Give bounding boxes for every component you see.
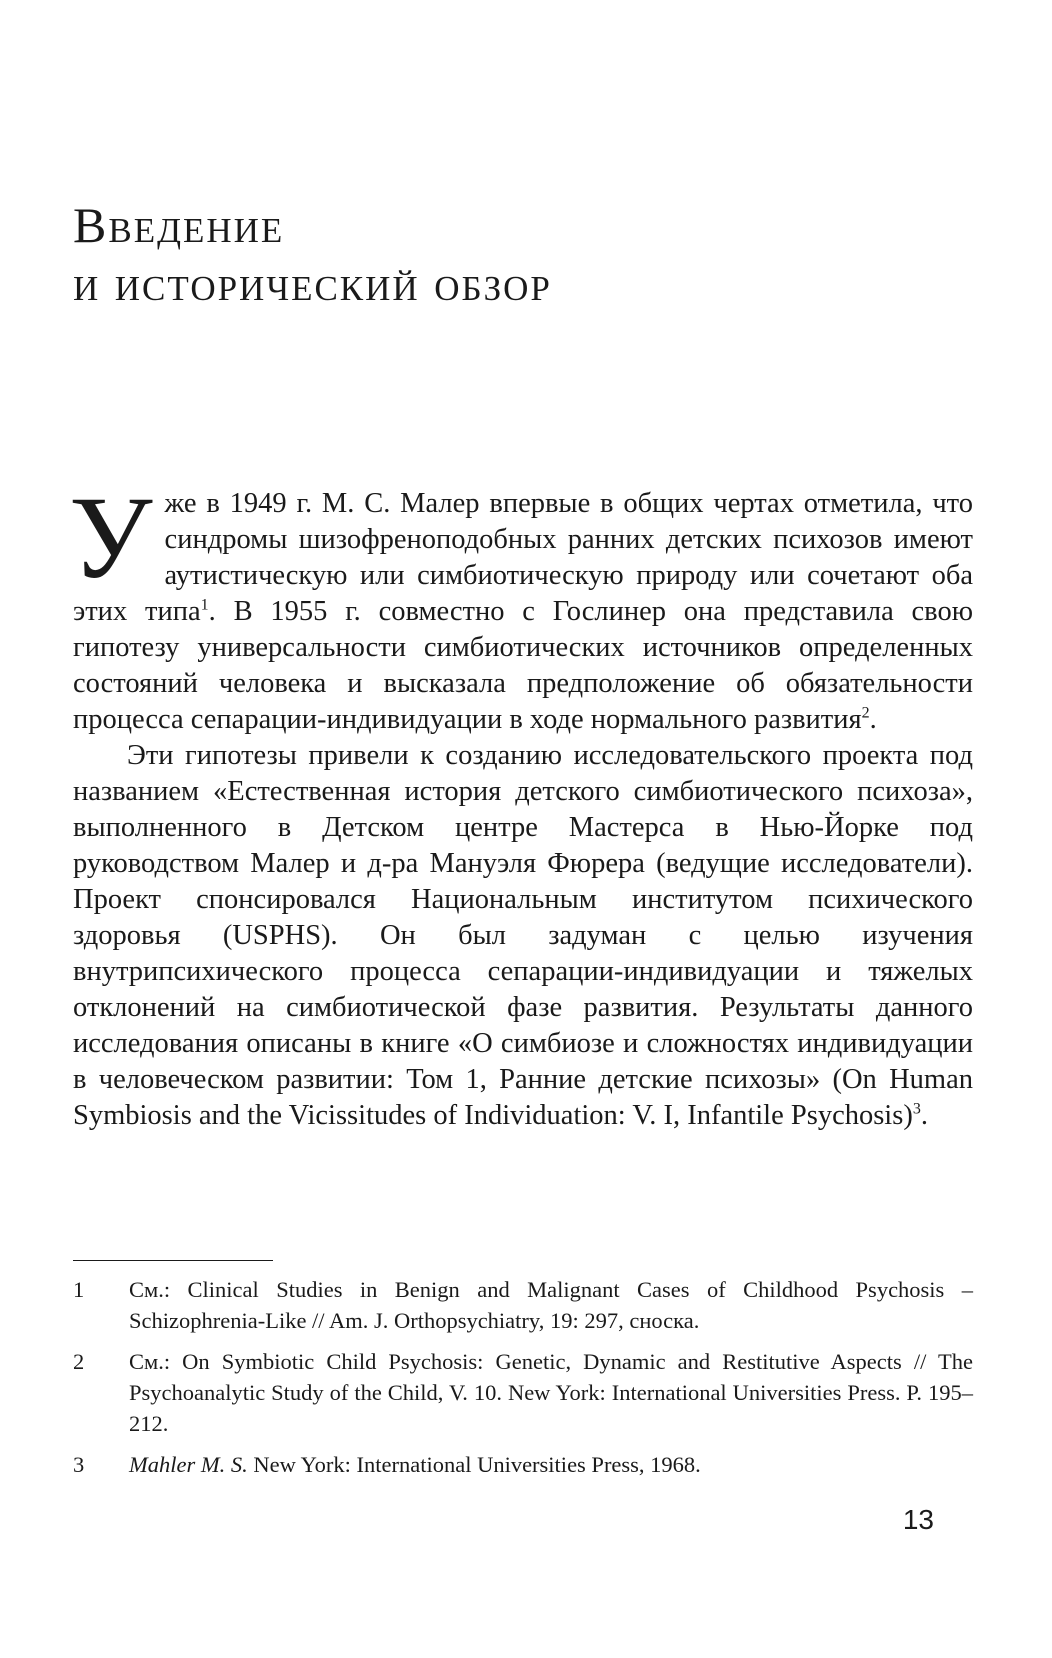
drop-cap: У (69, 472, 153, 603)
footnote-3 (73, 1449, 973, 1480)
footnote-text: См.: Clinical Studies in Benign and Malignant Cases of Childhood Psychosis – Schizophrenia-Like // Am. J. Orthopsychiatry, 19: 297, сноска. (129, 1277, 973, 1333)
footnote-2 (73, 1346, 973, 1439)
paragraph-1 (69, 472, 973, 738)
footnote-number: 2 (73, 1349, 85, 1374)
footnote-text (129, 1449, 973, 1480)
chapter-title (73, 196, 973, 312)
footnote-1 (73, 1274, 973, 1336)
footnote-ref-2[interactable]: 2 (861, 704, 870, 722)
paragraph-2 (73, 738, 973, 1134)
footnote-number: 1 (73, 1277, 85, 1302)
chapter-title-line-1: Введение (73, 197, 285, 253)
paragraph-1-text-c: . (869, 704, 877, 735)
footnote-author: Mahler M. S. (129, 1452, 248, 1477)
paragraph-2-text-a: Эти гипотезы привели к созданию исследовательского проекта под названием «Естественная история детского симбиотического психоза», выполненного в Детском центре Мастерса в Нью-Йорке под руководством Малер и д-ра Мануэля Фюрера (ведущие исследователи). Проект спонсировался Национальным институтом психического здоровья (USPHS). Он был задуман с целью изучения внутрипсихического процесса сепарации-индивидуации и тяжелых отклонений на симбиотической фазе развития. Результаты данного исследования описаны в книге «О симбиозе и сложностях индивидуации в человеческом развитии: Том 1, Ранние детские психозы» (On Human Symbiosis and the Vicissitudes of Individuation: V. I, Infantile Psychosis) (73, 740, 973, 1131)
chapter-title-line-2: и исторический обзор (73, 255, 552, 311)
body-text (69, 472, 973, 1134)
footnote-ref-1[interactable]: 1 (200, 596, 209, 614)
paragraph-1-text-b: . В 1955 г. совместно с Гослинер она представила свою гипотезу универсальности симбиотических источников определенных состояний человека и высказала предположение об обязательности процесса сепарации-индивидуации в ходе нормального развития (73, 596, 973, 735)
footnote-ref-3[interactable]: 3 (912, 1100, 921, 1118)
footnote-divider (73, 1260, 273, 1261)
paragraph-1-text-a: же в 1949 г. М. С. Малер впервые в общих чертах отметила, что синдромы шизофреноподобных ранних детских психозов имеют аутистическую или симбиотическую природу или сочетают оба этих типа (73, 488, 973, 627)
footnotes (73, 1274, 973, 1490)
footnote-text: См.: On Symbiotic Child Psychosis: Genetic, Dynamic and Restitutive Aspects // The Psychoanalytic Study of the Child, V. 10. New York: International Universities Press. P. 195–212. (129, 1349, 973, 1436)
footnote-citation: New York: International Universities Press, 1968. (247, 1452, 701, 1477)
paragraph-2-text-b: . (920, 1100, 928, 1131)
page-number: 13 (902, 1504, 934, 1535)
footnote-number: 3 (73, 1452, 85, 1477)
